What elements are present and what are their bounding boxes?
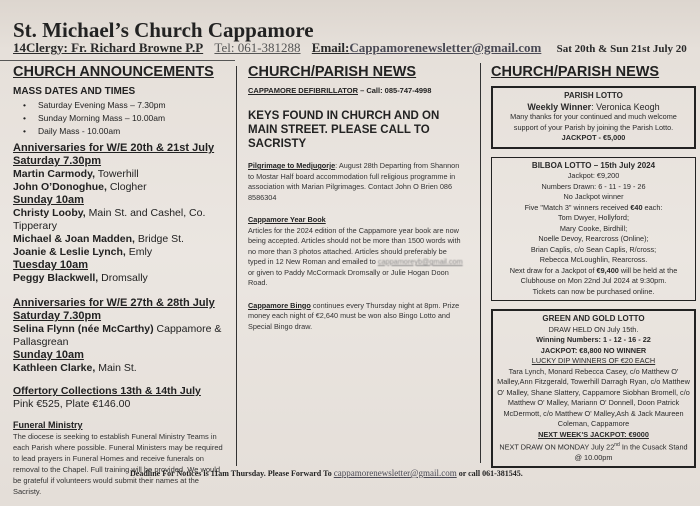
defibrillator-notice: CAPPAMORE DEFIBRILLATOR – Call: 085-747-4998 — [248, 86, 432, 95]
bilboa-winner: Mary Cooke, Birdhill; — [559, 223, 628, 233]
issue-date: Sat 20th & Sun 21st July 20 — [556, 43, 687, 55]
mass-time-item: • Sunday Morning Mass – 10.00am — [23, 112, 228, 125]
funeral-ministry-heading: Funeral Ministry — [13, 420, 83, 430]
anniversary-entry: Selina Flynn (née McCarthy) Cappamore & Pallasgrean — [13, 323, 222, 348]
anniversaries-heading: Anniversaries for W/E 27th & 28th July — [13, 297, 215, 309]
green-gold-lotto-box — [491, 309, 696, 468]
green-gold-next-draw: NEXT DRAW ON MONDAY July 22nd In the Cusack Stand @ 10.00pm — [499, 442, 688, 462]
announcements-heading: CHURCH ANNOUNCEMENTS — [13, 64, 214, 80]
column-divider-right — [480, 63, 481, 463]
bilboa-next-draw: Next draw for a Jackpot of €9,400 will be held at the Clubhouse on Mon 22nd Jul 2024 at 9:30pm. — [509, 265, 678, 285]
anniversary-entry: Christy Looby, Main St. and Cashel, Co. Tipperary — [13, 207, 206, 232]
bilboa-tickets: Tickets can now be purchased online. — [532, 286, 655, 296]
deadline-footer — [130, 468, 523, 478]
year-book-title: Cappamore Year Book — [248, 215, 326, 224]
bilboa-no-winner: No Jackpot winner — [563, 192, 624, 201]
email-label: Email: — [311, 40, 350, 55]
bilboa-winner: Noelle Devoy, Rearcross (Online); — [538, 234, 649, 243]
lotto-column — [491, 64, 696, 468]
anniversary-entry: Martin Carmody, Towerhill — [13, 168, 139, 180]
bilboa-jackpot: Jackpot: €9,200 — [567, 171, 620, 180]
anniversary-entry: Joanie & Leslie Lynch, Emly — [13, 246, 153, 258]
offertory-heading: Offertory Collections 13th & 14th July — [13, 385, 201, 397]
anniversary-entry: Peggy Blackwell, Dromsally — [13, 272, 148, 284]
bilboa-match3: Five "Match 3" winners received €40 each: — [524, 202, 663, 212]
anniversary-entry: Michael & Joan Madden, Bridge St. — [13, 233, 184, 245]
anniversaries-heading: Anniversaries for W/E 20th & 21st July — [13, 142, 215, 154]
anniversary-day: Saturday 7.30pm — [13, 310, 102, 322]
green-gold-title: GREEN AND GOLD LOTTO — [542, 314, 645, 323]
parish-news-heading: CHURCH/PARISH NEWS — [248, 64, 417, 80]
anniversary-day: Sunday 10am — [13, 194, 84, 206]
green-gold-numbers: Winning Numbers: 1 - 12 - 16 - 22 — [536, 335, 651, 344]
header-contact-line — [13, 40, 695, 56]
lucky-dip-winners: Tara Lynch, Monard Rebecca Casey, c/o Matthew O' Malley,Ann Fitzgerald, Towerhill Darragh Ryan, c/o Matthew O' Malley, Shane Slattery, Cappamore Siobhan Bromell, c/o Matthew O' Malley, Mariann O' Donnell, Doon Patrick McDermott, c/o Matthew O' Malley,Ash & Jack Maureen Coleman, Cappamore — [497, 366, 690, 428]
anniversary-entry: John O’Donoghue, Clogher — [13, 181, 147, 193]
parish-lotto-box — [491, 86, 696, 149]
anniversary-day: Sunday 10am — [13, 349, 84, 361]
parish-lotto-title: PARISH LOTTO — [564, 91, 623, 100]
keys-found-notice: KEYS FOUND IN CHURCH AND ON MAIN STREET. PLEASE CALL TO SACRISTY — [248, 110, 440, 150]
anniversary-entry: Kathleen Clarke, Main St. — [13, 362, 137, 374]
year-book-email-link[interactable]: cappamoreyb@gmail.com — [377, 257, 463, 266]
parish-lotto-thanks: Many thanks for your continued and much welcome support of your Parish by joining the Parish Lotto. — [510, 112, 677, 132]
parish-news-column — [248, 64, 466, 344]
green-gold-jackpot: JACKPOT: €8,800 NO WINNER — [540, 345, 647, 355]
clergy-text: 14Clergy: Fr. Richard Browne P.P — [13, 40, 204, 55]
weekly-winner: Weekly Winner: Veronica Keogh — [527, 101, 660, 112]
bilboa-numbers: Numbers Drawn: 6 - 11 - 19 - 26 — [541, 181, 646, 191]
bingo-notice: Cappamore Bingo continues every Thursday night at 8pm. Prize money each night of €2,640 must be won also Bingo Lotto and Special Bingo draw. — [248, 300, 460, 331]
church-announcements-column — [13, 64, 228, 497]
header-email-link[interactable]: Cappamorenewsletter@gmail.com — [349, 40, 542, 55]
next-week-jackpot: NEXT WEEK'S JACKPOT: €9000 — [538, 429, 649, 439]
bilboa-winner: Rebecca McLoughlin, Rearcross. — [539, 255, 648, 264]
bilboa-title: BILBOA LOTTO – 15th July 2024 — [531, 160, 656, 170]
header-divider — [0, 60, 235, 61]
church-title: St. Michael’s Church Cappamore — [13, 18, 314, 42]
column-divider-left — [236, 66, 237, 466]
anniversary-day: Tuesday 10am — [13, 259, 89, 271]
tel-text: Tel: 061-381288 — [214, 40, 301, 55]
bilboa-lotto-box — [491, 157, 696, 302]
mass-times-heading: MASS DATES AND TIMES — [13, 86, 136, 97]
bilboa-winner: Brian Caplis, c/o Sean Caplis, R/cross; — [530, 244, 657, 254]
mass-time-item: • Daily Mass - 10.00am — [23, 125, 228, 138]
mass-time-item: • Saturday Evening Mass – 7.30pm — [23, 99, 228, 112]
footer-text: Deadline For Notices is 11am Thursday. Please Forward To — [130, 469, 334, 478]
footer-email-link[interactable]: cappamorenewsletter@gmail.com — [333, 468, 457, 478]
bilboa-winner: Tom Dwyer, Hollyford; — [558, 213, 629, 222]
funeral-ministry-text: The diocese is seeking to establish Funeral Ministry Teams in each Parish where possible. Funeral Ministers may be required to lead prayers in Funeral Homes and receive funerals on removal to the Chapel. Full training will be provided. We would be grateful if volunteers would submit their names at the Sacristy. — [13, 432, 223, 496]
parish-news-heading-2: CHURCH/PARISH NEWS — [491, 64, 660, 80]
anniversary-day: Saturday 7.30pm — [13, 155, 102, 167]
lucky-dip-heading: LUCKY DIP WINNERS OF €20 EACH — [531, 356, 656, 365]
parish-lotto-jackpot: JACKPOT - €5,000 — [561, 133, 626, 142]
pilgrimage-notice: Pilgrimage to Medjugorje: August 28th Departing from Shannon to Mostar Half board accommodation full religious programme in association with Marian Pilgrimages. Contact John O Brien 086 8586304 — [248, 161, 460, 202]
green-gold-draw: DRAW HELD ON July 15th. — [548, 324, 639, 334]
year-book-notice: Cappamore Year Book Articles for the 2024 edition of the Cappamore year book are now being accepted. Articles should not be more than 1500 words with no more than 3 photos attached. Articles should preferably be typed in 12 New Roman and emailed to cappamoreyb@gmail.com or given to Paddy McCormack Dromsally or Julie Hogan Doon Road. — [248, 215, 466, 289]
mass-times-list — [13, 99, 228, 138]
offertory-values: Pink €525, Plate €146.00 — [13, 398, 131, 410]
footer-call: or call 061-381545. — [456, 469, 523, 478]
